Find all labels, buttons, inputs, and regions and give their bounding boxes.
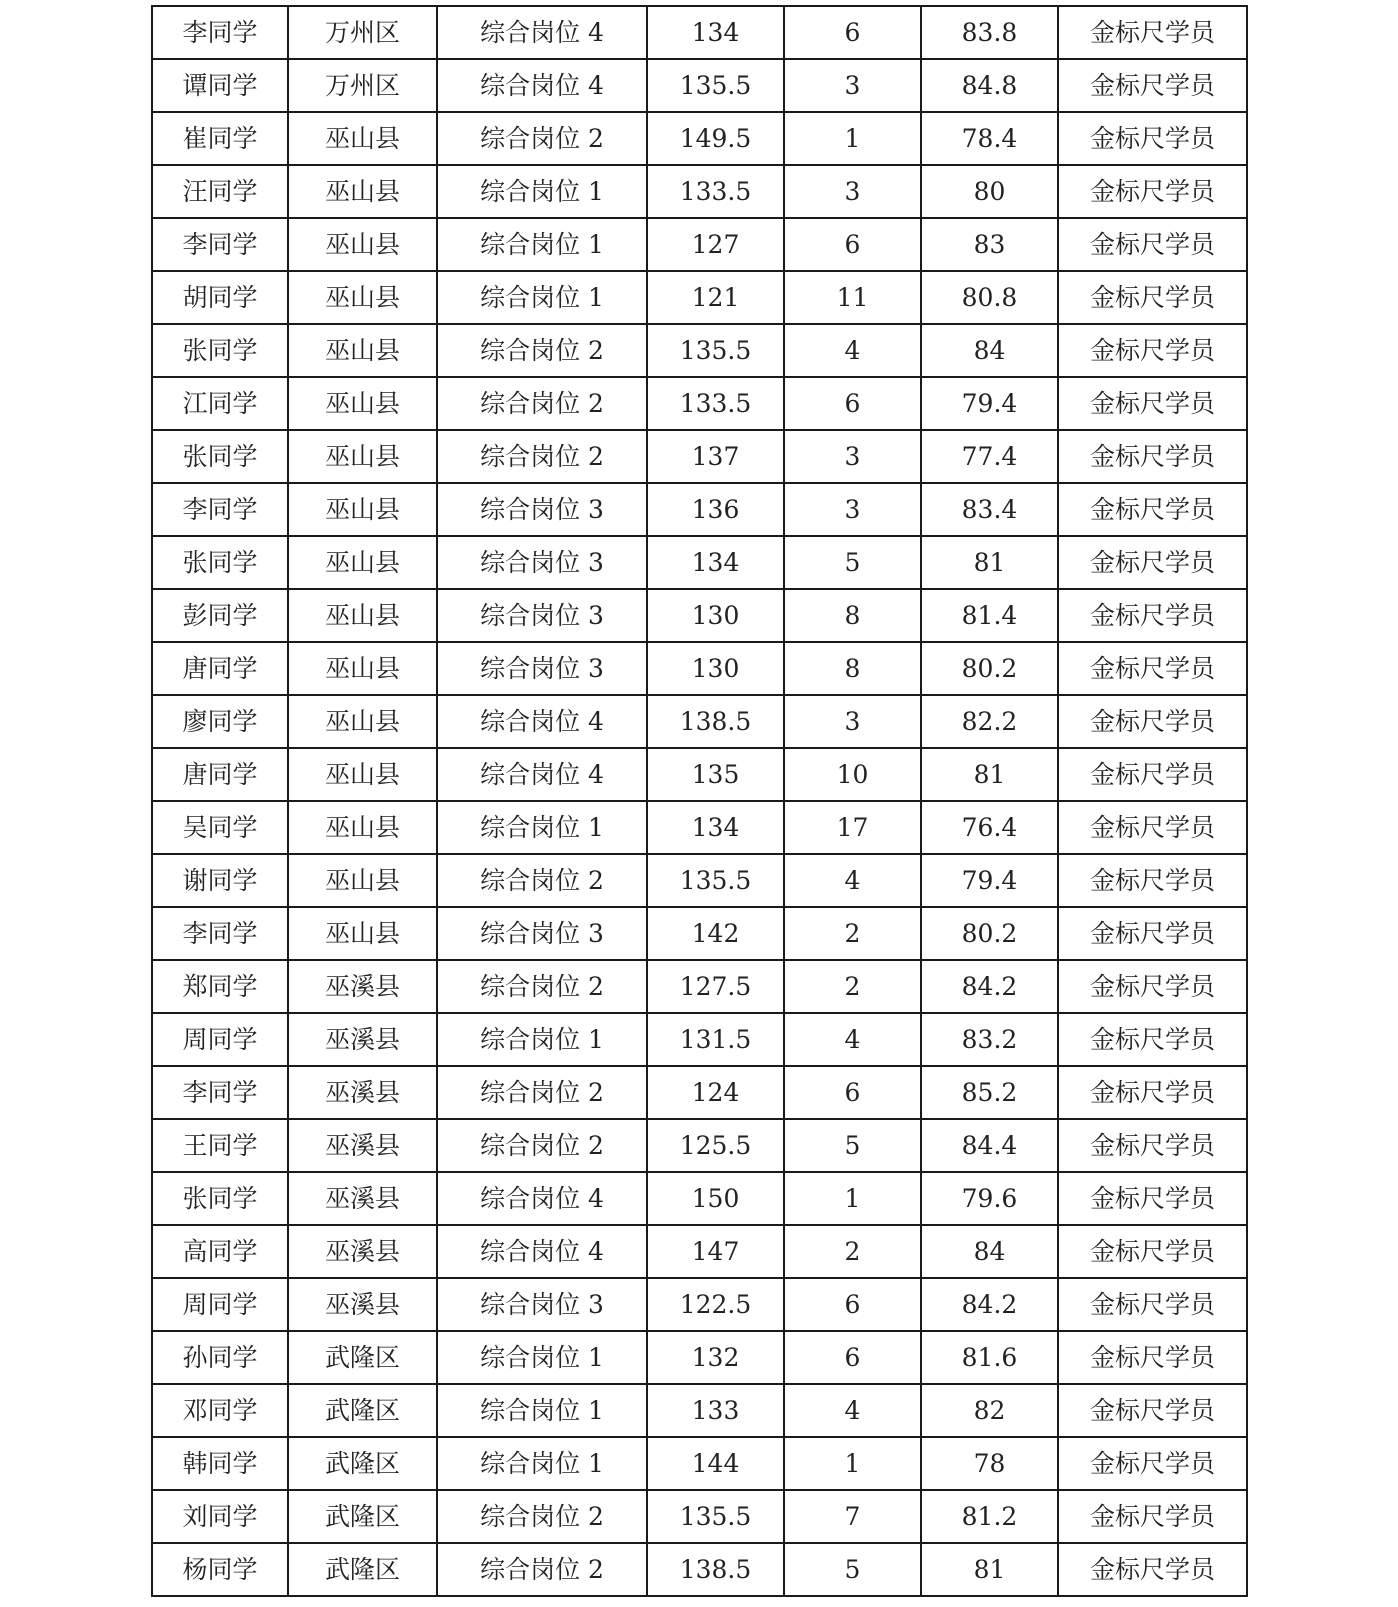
student-status-cell: 金标尺学员 <box>1058 377 1247 430</box>
student-name-cell: 崔同学 <box>152 112 288 165</box>
district-cell: 巫山县 <box>288 430 437 483</box>
interview-score-cell: 76.4 <box>921 801 1058 854</box>
interview-score-cell: 81.6 <box>921 1331 1058 1384</box>
student-status-cell: 金标尺学员 <box>1058 907 1247 960</box>
interview-score-cell: 80 <box>921 165 1058 218</box>
written-score-cell: 134 <box>647 801 784 854</box>
rank-cell: 6 <box>784 6 921 59</box>
written-score-cell: 135.5 <box>647 1490 784 1543</box>
district-cell: 巫溪县 <box>288 960 437 1013</box>
written-score-cell: 135.5 <box>647 59 784 112</box>
post-cell: 综合岗位 3 <box>437 642 647 695</box>
written-score-cell: 130 <box>647 642 784 695</box>
interview-score-cell: 81 <box>921 1543 1058 1596</box>
student-status-cell: 金标尺学员 <box>1058 271 1247 324</box>
interview-score-cell: 78 <box>921 1437 1058 1490</box>
rank-cell: 4 <box>784 1013 921 1066</box>
rank-cell: 3 <box>784 165 921 218</box>
post-cell: 综合岗位 2 <box>437 960 647 1013</box>
district-cell: 武隆区 <box>288 1437 437 1490</box>
written-score-cell: 147 <box>647 1225 784 1278</box>
interview-score-cell: 80.2 <box>921 642 1058 695</box>
post-cell: 综合岗位 4 <box>437 1225 647 1278</box>
student-name-cell: 李同学 <box>152 483 288 536</box>
district-cell: 武隆区 <box>288 1490 437 1543</box>
post-cell: 综合岗位 4 <box>437 1172 647 1225</box>
written-score-cell: 127 <box>647 218 784 271</box>
post-cell: 综合岗位 2 <box>437 854 647 907</box>
table-row <box>152 748 1247 801</box>
district-cell: 巫溪县 <box>288 1172 437 1225</box>
student-name-cell: 王同学 <box>152 1119 288 1172</box>
district-cell: 巫山县 <box>288 854 437 907</box>
written-score-cell: 134 <box>647 6 784 59</box>
district-cell: 巫山县 <box>288 589 437 642</box>
district-cell: 巫山县 <box>288 324 437 377</box>
interview-score-cell: 78.4 <box>921 112 1058 165</box>
results-table <box>151 5 1248 1597</box>
student-status-cell: 金标尺学员 <box>1058 1437 1247 1490</box>
rank-cell: 6 <box>784 1278 921 1331</box>
rank-cell: 8 <box>784 642 921 695</box>
interview-score-cell: 84.2 <box>921 1278 1058 1331</box>
written-score-cell: 135 <box>647 748 784 801</box>
student-name-cell: 李同学 <box>152 6 288 59</box>
table-row <box>152 59 1247 112</box>
interview-score-cell: 84 <box>921 1225 1058 1278</box>
district-cell: 巫溪县 <box>288 1225 437 1278</box>
student-name-cell: 邓同学 <box>152 1384 288 1437</box>
rank-cell: 11 <box>784 271 921 324</box>
written-score-cell: 124 <box>647 1066 784 1119</box>
student-status-cell: 金标尺学员 <box>1058 854 1247 907</box>
table-row <box>152 324 1247 377</box>
post-cell: 综合岗位 2 <box>437 1066 647 1119</box>
post-cell: 综合岗位 2 <box>437 430 647 483</box>
interview-score-cell: 79.4 <box>921 377 1058 430</box>
written-score-cell: 135.5 <box>647 324 784 377</box>
student-status-cell: 金标尺学员 <box>1058 59 1247 112</box>
student-name-cell: 韩同学 <box>152 1437 288 1490</box>
table-row <box>152 377 1247 430</box>
rank-cell: 1 <box>784 1437 921 1490</box>
interview-score-cell: 81 <box>921 748 1058 801</box>
district-cell: 巫山县 <box>288 112 437 165</box>
district-cell: 巫山县 <box>288 748 437 801</box>
interview-score-cell: 83.2 <box>921 1013 1058 1066</box>
rank-cell: 4 <box>784 324 921 377</box>
interview-score-cell: 84.2 <box>921 960 1058 1013</box>
table-row <box>152 165 1247 218</box>
rank-cell: 6 <box>784 1066 921 1119</box>
district-cell: 巫山县 <box>288 165 437 218</box>
interview-score-cell: 85.2 <box>921 1066 1058 1119</box>
table-row <box>152 1013 1247 1066</box>
written-score-cell: 142 <box>647 907 784 960</box>
student-name-cell: 谢同学 <box>152 854 288 907</box>
table-row <box>152 695 1247 748</box>
post-cell: 综合岗位 4 <box>437 695 647 748</box>
student-status-cell: 金标尺学员 <box>1058 1225 1247 1278</box>
table-row <box>152 536 1247 589</box>
interview-score-cell: 77.4 <box>921 430 1058 483</box>
post-cell: 综合岗位 1 <box>437 801 647 854</box>
rank-cell: 7 <box>784 1490 921 1543</box>
table-row <box>152 483 1247 536</box>
interview-score-cell: 81 <box>921 536 1058 589</box>
student-name-cell: 胡同学 <box>152 271 288 324</box>
written-score-cell: 137 <box>647 430 784 483</box>
interview-score-cell: 82 <box>921 1384 1058 1437</box>
student-name-cell: 周同学 <box>152 1278 288 1331</box>
district-cell: 巫山县 <box>288 907 437 960</box>
interview-score-cell: 81.2 <box>921 1490 1058 1543</box>
table-row <box>152 430 1247 483</box>
table-row <box>152 1119 1247 1172</box>
table-row <box>152 1543 1247 1596</box>
interview-score-cell: 83.4 <box>921 483 1058 536</box>
student-name-cell: 孙同学 <box>152 1331 288 1384</box>
post-cell: 综合岗位 2 <box>437 1543 647 1596</box>
written-score-cell: 133.5 <box>647 165 784 218</box>
post-cell: 综合岗位 2 <box>437 377 647 430</box>
rank-cell: 2 <box>784 907 921 960</box>
rank-cell: 17 <box>784 801 921 854</box>
interview-score-cell: 84.4 <box>921 1119 1058 1172</box>
written-score-cell: 138.5 <box>647 695 784 748</box>
post-cell: 综合岗位 2 <box>437 112 647 165</box>
written-score-cell: 149.5 <box>647 112 784 165</box>
written-score-cell: 131.5 <box>647 1013 784 1066</box>
post-cell: 综合岗位 1 <box>437 1384 647 1437</box>
district-cell: 巫山县 <box>288 801 437 854</box>
district-cell: 巫溪县 <box>288 1278 437 1331</box>
rank-cell: 10 <box>784 748 921 801</box>
table-row <box>152 1172 1247 1225</box>
rank-cell: 2 <box>784 1225 921 1278</box>
student-name-cell: 吴同学 <box>152 801 288 854</box>
interview-score-cell: 84.8 <box>921 59 1058 112</box>
rank-cell: 3 <box>784 59 921 112</box>
student-status-cell: 金标尺学员 <box>1058 430 1247 483</box>
post-cell: 综合岗位 3 <box>437 1278 647 1331</box>
student-name-cell: 李同学 <box>152 907 288 960</box>
student-status-cell: 金标尺学员 <box>1058 1543 1247 1596</box>
rank-cell: 1 <box>784 1172 921 1225</box>
student-name-cell: 刘同学 <box>152 1490 288 1543</box>
student-name-cell: 张同学 <box>152 1172 288 1225</box>
written-score-cell: 133.5 <box>647 377 784 430</box>
post-cell: 综合岗位 4 <box>437 59 647 112</box>
student-name-cell: 高同学 <box>152 1225 288 1278</box>
student-name-cell: 谭同学 <box>152 59 288 112</box>
district-cell: 万州区 <box>288 59 437 112</box>
rank-cell: 3 <box>784 430 921 483</box>
written-score-cell: 150 <box>647 1172 784 1225</box>
student-status-cell: 金标尺学员 <box>1058 748 1247 801</box>
student-status-cell: 金标尺学员 <box>1058 112 1247 165</box>
student-name-cell: 周同学 <box>152 1013 288 1066</box>
rank-cell: 6 <box>784 218 921 271</box>
post-cell: 综合岗位 4 <box>437 748 647 801</box>
rank-cell: 5 <box>784 1543 921 1596</box>
interview-score-cell: 80.8 <box>921 271 1058 324</box>
student-status-cell: 金标尺学员 <box>1058 1172 1247 1225</box>
district-cell: 巫山县 <box>288 271 437 324</box>
table-row <box>152 218 1247 271</box>
table-row <box>152 801 1247 854</box>
post-cell: 综合岗位 2 <box>437 1119 647 1172</box>
student-status-cell: 金标尺学员 <box>1058 1331 1247 1384</box>
written-score-cell: 127.5 <box>647 960 784 1013</box>
district-cell: 巫溪县 <box>288 1119 437 1172</box>
post-cell: 综合岗位 1 <box>437 165 647 218</box>
written-score-cell: 135.5 <box>647 854 784 907</box>
interview-score-cell: 79.6 <box>921 1172 1058 1225</box>
student-status-cell: 金标尺学员 <box>1058 536 1247 589</box>
district-cell: 武隆区 <box>288 1384 437 1437</box>
interview-score-cell: 83.8 <box>921 6 1058 59</box>
rank-cell: 5 <box>784 536 921 589</box>
district-cell: 巫山县 <box>288 377 437 430</box>
table-row <box>152 1225 1247 1278</box>
written-score-cell: 138.5 <box>647 1543 784 1596</box>
written-score-cell: 132 <box>647 1331 784 1384</box>
table-row <box>152 907 1247 960</box>
table-row <box>152 1331 1247 1384</box>
post-cell: 综合岗位 1 <box>437 1331 647 1384</box>
table-row <box>152 854 1247 907</box>
post-cell: 综合岗位 3 <box>437 536 647 589</box>
interview-score-cell: 82.2 <box>921 695 1058 748</box>
student-status-cell: 金标尺学员 <box>1058 589 1247 642</box>
rank-cell: 6 <box>784 1331 921 1384</box>
table-row <box>152 271 1247 324</box>
post-cell: 综合岗位 1 <box>437 218 647 271</box>
student-status-cell: 金标尺学员 <box>1058 695 1247 748</box>
table-row <box>152 1437 1247 1490</box>
student-name-cell: 李同学 <box>152 1066 288 1119</box>
rank-cell: 5 <box>784 1119 921 1172</box>
district-cell: 武隆区 <box>288 1543 437 1596</box>
post-cell: 综合岗位 1 <box>437 1437 647 1490</box>
interview-score-cell: 84 <box>921 324 1058 377</box>
student-name-cell: 杨同学 <box>152 1543 288 1596</box>
post-cell: 综合岗位 4 <box>437 6 647 59</box>
student-name-cell: 彭同学 <box>152 589 288 642</box>
rank-cell: 2 <box>784 960 921 1013</box>
rank-cell: 4 <box>784 854 921 907</box>
student-status-cell: 金标尺学员 <box>1058 1013 1247 1066</box>
rank-cell: 8 <box>784 589 921 642</box>
student-name-cell: 江同学 <box>152 377 288 430</box>
interview-score-cell: 83 <box>921 218 1058 271</box>
table-row <box>152 960 1247 1013</box>
rank-cell: 1 <box>784 112 921 165</box>
written-score-cell: 130 <box>647 589 784 642</box>
post-cell: 综合岗位 2 <box>437 1490 647 1543</box>
student-name-cell: 廖同学 <box>152 695 288 748</box>
table-row <box>152 1066 1247 1119</box>
student-status-cell: 金标尺学员 <box>1058 1066 1247 1119</box>
post-cell: 综合岗位 3 <box>437 483 647 536</box>
student-name-cell: 张同学 <box>152 324 288 377</box>
rank-cell: 4 <box>784 1384 921 1437</box>
district-cell: 巫山县 <box>288 483 437 536</box>
student-name-cell: 唐同学 <box>152 642 288 695</box>
student-name-cell: 李同学 <box>152 218 288 271</box>
written-score-cell: 134 <box>647 536 784 589</box>
district-cell: 巫溪县 <box>288 1066 437 1119</box>
district-cell: 巫山县 <box>288 536 437 589</box>
district-cell: 万州区 <box>288 6 437 59</box>
student-status-cell: 金标尺学员 <box>1058 1119 1247 1172</box>
table-row <box>152 112 1247 165</box>
student-status-cell: 金标尺学员 <box>1058 1278 1247 1331</box>
written-score-cell: 133 <box>647 1384 784 1437</box>
interview-score-cell: 80.2 <box>921 907 1058 960</box>
table-row <box>152 6 1247 59</box>
table-row <box>152 1278 1247 1331</box>
post-cell: 综合岗位 1 <box>437 271 647 324</box>
rank-cell: 3 <box>784 695 921 748</box>
table-row <box>152 589 1247 642</box>
student-status-cell: 金标尺学员 <box>1058 801 1247 854</box>
student-name-cell: 唐同学 <box>152 748 288 801</box>
student-status-cell: 金标尺学员 <box>1058 1384 1247 1437</box>
student-status-cell: 金标尺学员 <box>1058 6 1247 59</box>
student-name-cell: 汪同学 <box>152 165 288 218</box>
written-score-cell: 122.5 <box>647 1278 784 1331</box>
student-status-cell: 金标尺学员 <box>1058 218 1247 271</box>
student-status-cell: 金标尺学员 <box>1058 165 1247 218</box>
district-cell: 巫山县 <box>288 218 437 271</box>
table-row <box>152 1490 1247 1543</box>
results-table-body <box>152 6 1247 1596</box>
written-score-cell: 125.5 <box>647 1119 784 1172</box>
district-cell: 武隆区 <box>288 1331 437 1384</box>
student-name-cell: 郑同学 <box>152 960 288 1013</box>
written-score-cell: 144 <box>647 1437 784 1490</box>
post-cell: 综合岗位 3 <box>437 589 647 642</box>
rank-cell: 3 <box>784 483 921 536</box>
written-score-cell: 136 <box>647 483 784 536</box>
student-status-cell: 金标尺学员 <box>1058 1490 1247 1543</box>
table-row <box>152 1384 1247 1437</box>
interview-score-cell: 81.4 <box>921 589 1058 642</box>
post-cell: 综合岗位 3 <box>437 907 647 960</box>
student-name-cell: 张同学 <box>152 430 288 483</box>
post-cell: 综合岗位 1 <box>437 1013 647 1066</box>
written-score-cell: 121 <box>647 271 784 324</box>
student-status-cell: 金标尺学员 <box>1058 483 1247 536</box>
rank-cell: 6 <box>784 377 921 430</box>
student-name-cell: 张同学 <box>152 536 288 589</box>
interview-score-cell: 79.4 <box>921 854 1058 907</box>
district-cell: 巫山县 <box>288 695 437 748</box>
district-cell: 巫溪县 <box>288 1013 437 1066</box>
post-cell: 综合岗位 2 <box>437 324 647 377</box>
student-status-cell: 金标尺学员 <box>1058 960 1247 1013</box>
student-status-cell: 金标尺学员 <box>1058 642 1247 695</box>
table-row <box>152 642 1247 695</box>
district-cell: 巫山县 <box>288 642 437 695</box>
student-status-cell: 金标尺学员 <box>1058 324 1247 377</box>
